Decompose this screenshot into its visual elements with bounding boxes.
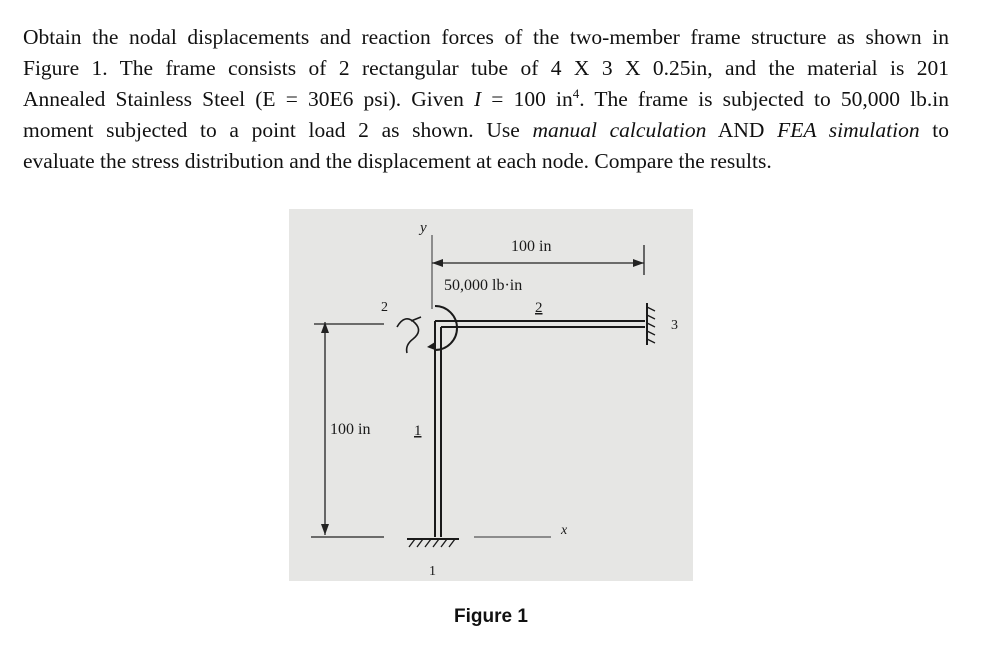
problem-line-3-value: = 100 in (481, 87, 573, 111)
y-axis-label: y (420, 220, 427, 236)
frame-figure (289, 209, 693, 581)
problem-line-3 (23, 84, 949, 115)
moment-of-inertia-symbol: I (473, 87, 482, 111)
vertical-dimension-label: 100 in (330, 421, 371, 438)
problem-statement (23, 22, 949, 177)
moment-label: 50,000 lb·in (444, 277, 523, 294)
fea-simulation-emphasis: FEA simulation (777, 118, 920, 142)
problem-line-4-and: AND (706, 118, 778, 142)
problem-line-4 (23, 115, 949, 146)
element-1-label: 1 (414, 423, 422, 439)
problem-line-2: Figure 1. The frame consists of 2 rectangular tube of 4 X 3 X 0.25in, and the material is 201 (23, 56, 949, 80)
problem-line-4-end: to (919, 118, 949, 142)
problem-line-5: evaluate the stress distribution and the displacement at each node. Compare the results. (23, 149, 772, 173)
figure-caption: Figure 1 (454, 606, 528, 627)
problem-line-4-start: moment subjected to a point load 2 as shown. Use (23, 118, 533, 142)
element-2-label: 2 (535, 300, 543, 316)
frame-diagram (289, 209, 693, 581)
node-1-label: 1 (429, 564, 436, 579)
x-axis-label: x (561, 523, 568, 538)
problem-line-3-start: Annealed Stainless Steel (E = 30E6 psi). Given (23, 87, 474, 111)
horizontal-dimension-label: 100 in (511, 238, 552, 255)
node-2-label: 2 (381, 300, 388, 315)
photo-background (289, 209, 693, 581)
manual-calculation-emphasis: manual calculation (532, 118, 707, 142)
problem-line-1: Obtain the nodal displacements and reaction forces of the two-member frame structure as shown in (23, 25, 949, 49)
exponent: 4 (572, 85, 580, 101)
node-3-label: 3 (671, 318, 678, 333)
problem-line-3-end: . The frame is subjected to 50,000 lb.in (579, 87, 949, 111)
